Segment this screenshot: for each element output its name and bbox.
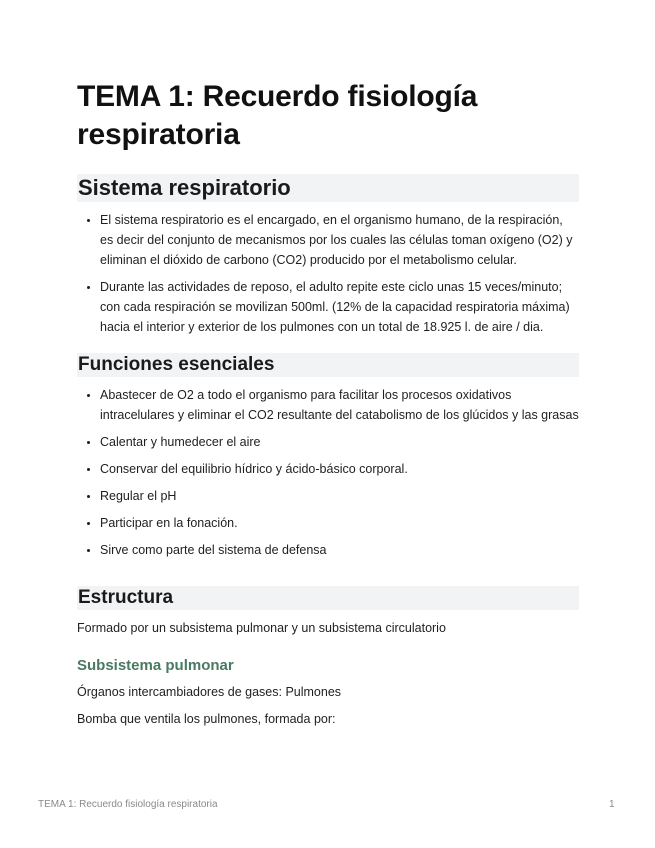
subsection-heading-pulmonar: Subsistema pulmonar (77, 657, 234, 674)
list-item: • Regular el pH (100, 486, 579, 506)
footer-title: TEMA 1: Recuerdo fisiología respiratoria (38, 799, 218, 810)
list-item: • Durante las actividades de reposo, el adulto repite este ciclo unas 15 veces/minuto; con cada respiración se movilizan 500ml. (12% de la capacidad respiratoria máxima) hacia el interior y exterior de los pulmones con un total de 18.925 l. de aire / dia. (100, 277, 579, 337)
list-item: • Abastecer de O2 a todo el organismo para facilitar los procesos oxidativos intracelulares y eliminar el CO2 resultante del catabolismo de los glúcidos y las grasas (100, 385, 579, 425)
list-item: • Calentar y humedecer el aire (100, 432, 579, 452)
page-number: 1 (609, 799, 615, 810)
section-heading-estructura: Estructura (77, 586, 579, 610)
funciones-bullet-list (77, 385, 579, 560)
section-heading-funciones: Funciones esenciales (77, 353, 579, 377)
pulmonar-paragraph: Bomba que ventila los pulmones, formada por: (77, 712, 336, 726)
page-title: TEMA 1: Recuerdo fisiología respiratoria (77, 80, 478, 151)
list-item: • El sistema respiratorio es el encargado, en el organismo humano, de la respiración, es decir del conjunto de mecanismos por los cuales las células toman oxígeno (O2) y eliminan el dióxido de carbono (CO2) producido por el metabolismo celular. (100, 210, 579, 270)
list-item: • Conservar del equilibrio hídrico y ácido-básico corporal. (100, 459, 579, 479)
section-heading-sistema: Sistema respiratorio (77, 174, 579, 202)
document-page (77, 78, 579, 736)
sistema-bullet-list (77, 210, 579, 337)
list-item: • Sirve como parte del sistema de defensa (100, 540, 579, 560)
pulmonar-paragraph: Órganos intercambiadores de gases: Pulmones (77, 685, 342, 699)
estructura-intro: Formado por un subsistema pulmonar y un subsistema circulatorio (77, 621, 446, 635)
list-item: • Participar en la fonación. (100, 513, 579, 533)
